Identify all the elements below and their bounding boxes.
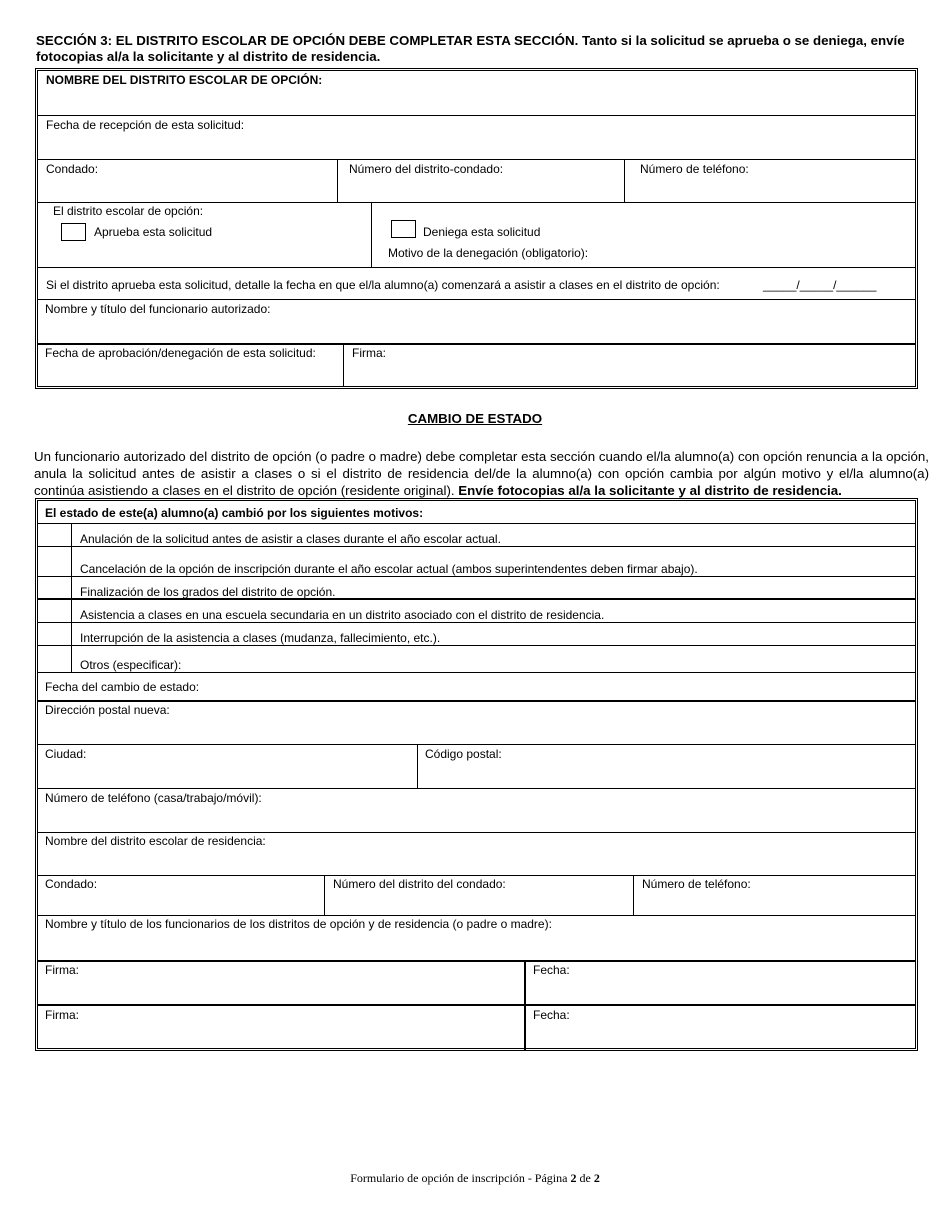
reasons-header: El estado de este(a) alumno(a) cambió por los siguientes motivos: xyxy=(45,506,424,520)
decision-date-label: Fecha de aprobación/denegación de esta solicitud: xyxy=(45,346,316,360)
divider xyxy=(37,343,916,345)
district-county-number-field[interactable] xyxy=(339,178,622,200)
intro-text: Un funcionario autorizado del distrito de opción (o padre o madre) debe completar esta sección cuando el/la alumno(a) con opción renuncia a la opción, anula la solicitud antes de asistir a clases o si el distrito de residencia del/de la alumno(a) con opción cambia por algún motivo y el/la alumno(a) continúa asistiendo a clases en el distrito de opción (residente original). xyxy=(34,449,929,498)
divider xyxy=(343,343,344,387)
divider xyxy=(624,159,625,202)
divider xyxy=(37,299,916,300)
approve-checkbox[interactable] xyxy=(61,223,86,241)
date1-field[interactable] xyxy=(528,979,915,1003)
new-address-label: Dirección postal nueva: xyxy=(45,703,170,717)
district-county-number-label: Número del distrito-condado: xyxy=(349,162,504,176)
divider xyxy=(37,202,916,203)
phone-field[interactable] xyxy=(626,178,915,200)
intro-bold-text: Envíe fotocopias al/a la solicitante y al distrito de residencia. xyxy=(458,483,842,498)
city-label: Ciudad: xyxy=(45,747,87,761)
page-footer xyxy=(0,1171,950,1186)
divider xyxy=(37,576,916,577)
footer-mid: de xyxy=(576,1171,594,1185)
divider xyxy=(37,523,916,524)
footer-page: 2 xyxy=(570,1171,577,1185)
phone-label: Número de teléfono: xyxy=(640,162,749,176)
other-reason-field[interactable] xyxy=(190,650,915,670)
divider xyxy=(37,832,916,833)
date1-label: Fecha: xyxy=(533,963,570,977)
status-change-intro xyxy=(34,448,929,499)
signature2-label: Firma: xyxy=(45,1008,79,1022)
reason-checkbox[interactable] xyxy=(38,601,70,620)
divider xyxy=(37,159,916,160)
divider xyxy=(37,546,916,547)
status-change-title: CAMBIO DE ESTADO xyxy=(407,411,543,426)
divider xyxy=(37,598,916,600)
divider xyxy=(37,1004,916,1006)
zip-field[interactable] xyxy=(419,763,915,787)
signature2-field[interactable] xyxy=(38,1024,523,1048)
divider xyxy=(417,744,418,788)
district-name-label: NOMBRE DEL DISTRITO ESCOLAR DE OPCIÓN: xyxy=(46,73,323,87)
reason-item: Otros (especificar): xyxy=(80,658,182,672)
reason-item: Finalización de los grados del distrito de opción. xyxy=(80,585,336,599)
signature-label: Firma: xyxy=(352,346,386,360)
divider xyxy=(337,159,338,202)
city-field[interactable] xyxy=(38,763,415,787)
footer-total: 2 xyxy=(593,1171,600,1185)
reason-checkbox[interactable] xyxy=(38,525,70,545)
change-date-label: Fecha del cambio de estado: xyxy=(45,680,200,694)
phone-field-2[interactable] xyxy=(38,807,915,831)
divider xyxy=(633,875,634,915)
deny-checkbox[interactable] xyxy=(391,220,416,238)
reason-item: Interrupción de la asistencia a clases (mudanza, fallecimiento, etc.). xyxy=(80,631,441,645)
divider xyxy=(37,622,916,623)
deny-label: Deniega esta solicitud xyxy=(423,225,541,239)
divider xyxy=(37,960,916,962)
decision-date-field[interactable] xyxy=(38,362,341,386)
county-district-number-label: Número del distrito del condado: xyxy=(333,877,506,891)
county-label: Condado: xyxy=(46,162,99,176)
divider xyxy=(37,788,916,789)
receipt-date-label: Fecha de recepción de esta solicitud: xyxy=(46,118,245,132)
divider xyxy=(37,645,916,646)
residence-district-label: Nombre del distrito escolar de residencia: xyxy=(45,834,266,848)
phone-field-3[interactable] xyxy=(635,893,915,914)
residence-district-field[interactable] xyxy=(38,850,915,874)
reason-checkbox[interactable] xyxy=(38,548,70,574)
divider xyxy=(371,202,372,267)
reason-checkbox[interactable] xyxy=(38,624,70,644)
divider xyxy=(37,115,916,116)
footer-prefix: Formulario de opción de inscripción - Página xyxy=(350,1171,571,1185)
reason-checkbox[interactable] xyxy=(38,578,70,597)
start-date-label: Si el distrito aprueba esta solicitud, detalle la fecha en que el/la alumno(a) comenzará a asistir a clases en el distrito de opción: xyxy=(46,278,720,292)
section3-header: SECCIÓN 3: EL DISTRITO ESCOLAR DE OPCIÓN DEBE COMPLETAR ESTA SECCIÓN. Tanto si la solicitud se aprueba o se deniega, envíe fotocopias al/a la solicitante y al distrito de residencia. xyxy=(36,33,905,64)
divider xyxy=(37,915,916,916)
phone-label-2: Número de teléfono (casa/trabajo/móvil): xyxy=(45,791,262,805)
denial-reason-label: Motivo de la denegación (obligatorio): xyxy=(388,246,589,260)
new-address-field[interactable] xyxy=(38,719,915,743)
approve-label: Aprueba esta solicitud xyxy=(94,225,213,239)
officials-label: Nombre y título de los funcionarios de los distritos de opción y de residencia (o padre o madre): xyxy=(45,917,552,931)
zip-label: Código postal: xyxy=(425,747,502,761)
start-date-field[interactable]: _____/_____/______ xyxy=(763,278,877,292)
official-field[interactable] xyxy=(38,318,915,342)
signature1-label: Firma: xyxy=(45,963,79,977)
phone-label-3: Número de teléfono: xyxy=(642,877,751,891)
reason-checkbox[interactable] xyxy=(38,647,70,670)
divider xyxy=(37,267,916,268)
reason-item: Anulación de la solicitud antes de asistir a clases durante el año escolar actual. xyxy=(80,532,501,546)
reason-item: Asistencia a clases en una escuela secundaria en un distrito asociado con el distrito de residencia. xyxy=(80,608,605,622)
date2-label: Fecha: xyxy=(533,1008,570,1022)
county-field[interactable] xyxy=(38,178,335,200)
divider xyxy=(37,672,916,673)
receipt-date-field[interactable] xyxy=(38,134,915,158)
reason-item: Cancelación de la opción de inscripción durante el año escolar actual (ambos superintendentes deben firmar abajo). xyxy=(80,562,698,576)
divider xyxy=(37,744,916,745)
change-date-field[interactable] xyxy=(210,674,915,698)
county-field-2[interactable] xyxy=(38,893,322,914)
choice-district-label: El distrito escolar de opción: xyxy=(53,204,204,218)
divider xyxy=(37,875,916,876)
officials-field[interactable] xyxy=(38,933,915,958)
county-district-number-field[interactable] xyxy=(326,893,631,914)
divider xyxy=(324,875,325,915)
date2-field[interactable] xyxy=(528,1024,915,1048)
divider xyxy=(37,700,916,702)
official-label: Nombre y título del funcionario autorizado: xyxy=(45,302,271,316)
signature-field[interactable] xyxy=(345,362,915,386)
district-name-field[interactable] xyxy=(38,90,915,114)
signature1-field[interactable] xyxy=(38,979,523,1003)
county-label-2: Condado: xyxy=(45,877,98,891)
